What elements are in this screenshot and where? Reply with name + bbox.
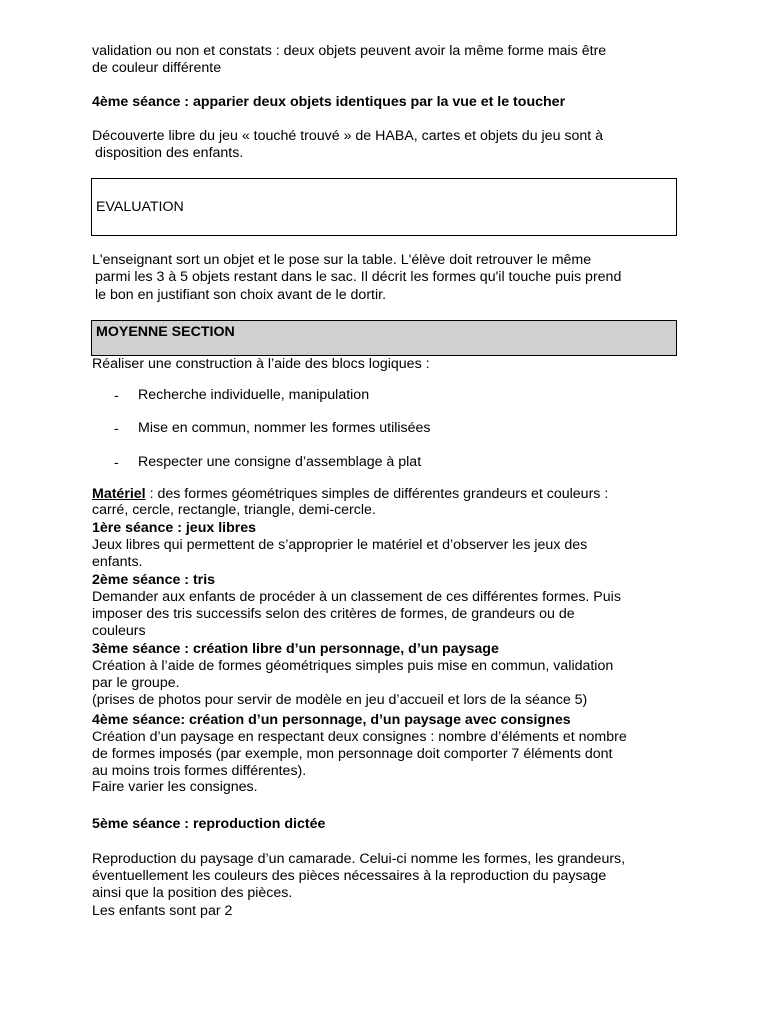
paragraph-line: Création à l’aide de formes géométriques simples puis mise en commun, validation <box>92 658 614 674</box>
moyenne-section-heading: MOYENNE SECTION <box>96 324 235 340</box>
paragraph-line: Faire varier les consignes. <box>92 779 258 795</box>
seance-3-title: 3ème séance : création libre d’un personnage, d’un paysage <box>92 641 499 657</box>
materiel-text: : des formes géométriques simples de différentes grandeurs et couleurs : <box>145 486 609 502</box>
paragraph-line: L'enseignant sort un objet et le pose sur la table. L'élève doit retrouver le même <box>92 252 592 268</box>
list-item: Recherche individuelle, manipulation <box>138 387 370 403</box>
paragraph-line: Reproduction du paysage d’un camarade. Celui-ci nomme les formes, les grandeurs, <box>92 851 626 867</box>
seance-4-title: 4ème séance: création d’un personnage, d’un paysage avec consignes <box>92 712 571 728</box>
seance-2-title: 2ème séance : tris <box>92 572 216 588</box>
bullet-dash: - <box>114 455 119 471</box>
paragraph-line: Création d’un paysage en respectant deux consignes : nombre d’éléments et nombre <box>92 729 627 745</box>
paragraph-line: disposition des enfants. <box>95 145 244 161</box>
evaluation-heading: EVALUATION <box>96 199 184 215</box>
materiel-line <box>92 486 608 503</box>
seance-1-title: 1ère séance : jeux libres <box>92 520 257 536</box>
paragraph-line: Jeux libres qui permettent de s’approprier le matériel et d’observer les jeux des <box>92 537 588 553</box>
seance-4-gs-title: 4ème séance : apparier deux objets identiques par la vue et le toucher <box>92 94 566 110</box>
materiel-label: Matériel <box>92 486 146 502</box>
paragraph-line: le bon en justifiant son choix avant de le dortir. <box>95 287 387 303</box>
bullet-dash: - <box>114 421 119 437</box>
paragraph-line: couleurs <box>92 623 146 639</box>
paragraph-line: éventuellement les couleurs des pièces nécessaires à la reproduction du paysage <box>92 868 607 884</box>
intro-line: Réaliser une construction à l’aide des blocs logiques : <box>92 356 430 372</box>
list-item: Respecter une consigne d’assemblage à plat <box>138 454 422 470</box>
list-item: Mise en commun, nommer les formes utilisées <box>138 420 431 436</box>
paragraph-line: au moins trois formes différentes). <box>92 763 307 779</box>
paragraph-line: (prises de photos pour servir de modèle en jeu d’accueil et lors de la séance 5) <box>92 692 588 708</box>
paragraph-line: Découverte libre du jeu « touché trouvé » de HABA, cartes et objets du jeu sont à <box>92 128 604 144</box>
bullet-dash: - <box>114 388 119 404</box>
moyenne-section-box <box>91 320 677 356</box>
paragraph-line: enfants. <box>92 554 143 570</box>
paragraph-line: carré, cercle, rectangle, triangle, demi-cercle. <box>92 502 376 518</box>
paragraph-line: Les enfants sont par 2 <box>92 903 233 919</box>
paragraph-line: imposer des tris successifs selon des critères de formes, de grandeurs ou de <box>92 606 575 622</box>
paragraph-line: de couleur différente <box>92 60 222 76</box>
paragraph-line: de formes imposés (par exemple, mon personnage doit comporter 7 éléments dont <box>92 746 613 762</box>
paragraph-line: parmi les 3 à 5 objets restant dans le sac. Il décrit les formes qu'il touche puis prend <box>95 269 622 285</box>
evaluation-box <box>91 178 677 236</box>
paragraph-line: par le groupe. <box>92 675 180 691</box>
cut-off-line: validation ou non et constats : deux objets peuvent avoir la même forme mais être <box>92 43 607 59</box>
paragraph-line: Demander aux enfants de procéder à un classement de ces différentes formes. Puis <box>92 589 621 605</box>
paragraph-line: ainsi que la position des pièces. <box>92 885 293 901</box>
seance-5-title: 5ème séance : reproduction dictée <box>92 816 326 832</box>
